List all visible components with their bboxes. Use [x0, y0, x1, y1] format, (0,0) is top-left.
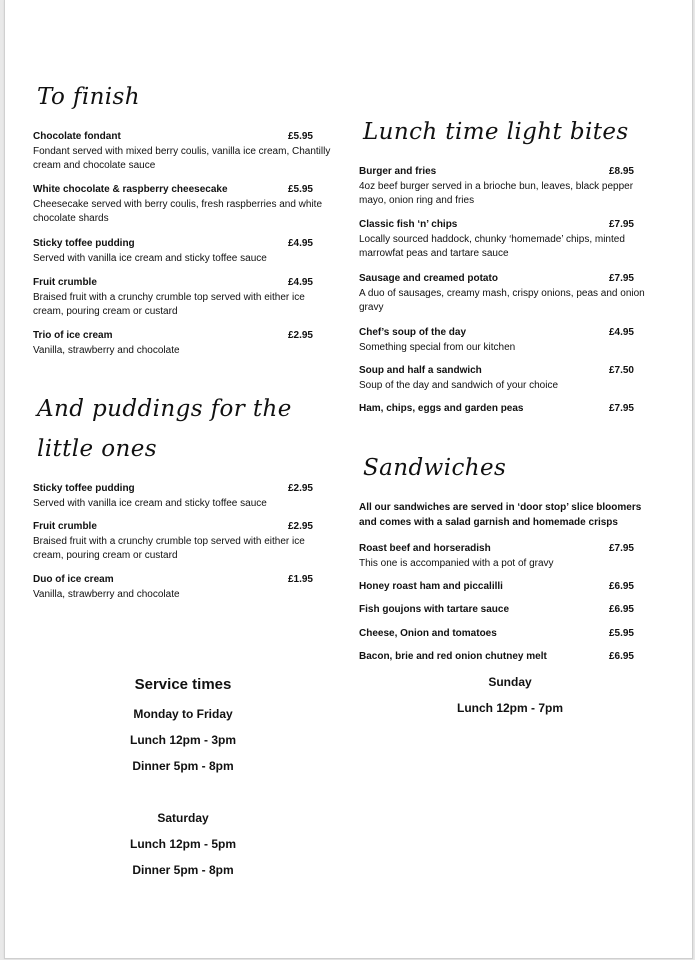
menu-item — [359, 627, 634, 642]
item-name: Ham, chips, eggs and garden peas — [359, 403, 524, 414]
item-price: £6.95 — [608, 581, 634, 592]
item-name: White chocolate & raspberry cheesecake — [33, 184, 228, 195]
item-description: Cheesecake served with berry coulis, fresh raspberries and white chocolate shards — [33, 198, 323, 224]
menu-item — [359, 218, 634, 262]
menu-item — [359, 650, 634, 665]
item-description: Locally sourced haddock, chunky ‘homemade’ chips, minted marrowfat peas and tartare sauce — [359, 233, 625, 259]
menu-item — [33, 520, 313, 564]
item-price: £2.95 — [287, 483, 313, 494]
service-times-title: Service times — [134, 676, 232, 693]
service-saturday-lunch: Lunch 12pm - 5pm — [129, 837, 236, 851]
item-price: £6.95 — [608, 604, 634, 615]
service-saturday: Saturday — [157, 811, 209, 825]
menu-item — [33, 237, 313, 266]
to-finish-heading: To finish — [37, 84, 140, 110]
item-name: Roast beef and horseradish — [359, 543, 491, 554]
item-description: Something special from our kitchen — [359, 341, 516, 353]
service-sunday-lunch: Lunch 12pm - 7pm — [456, 701, 563, 715]
little-ones-heading-line1: And puddings for the — [37, 396, 292, 422]
menu-item — [359, 364, 634, 393]
item-description: 4oz beef burger served in a brioche bun, leaves, black pepper mayo, onion ring and fries — [359, 180, 634, 206]
item-price: £4.95 — [287, 277, 313, 288]
item-description: Vanilla, strawberry and chocolate — [33, 344, 180, 356]
service-saturday-dinner: Dinner 5pm - 8pm — [132, 863, 234, 877]
item-name: Sausage and creamed potato — [359, 273, 498, 284]
menu-item — [359, 402, 634, 417]
item-price: £4.95 — [608, 327, 634, 338]
item-description: Braised fruit with a crunchy crumble top served with either ice cream, pouring cream or custard — [33, 535, 305, 561]
item-price: £7.95 — [608, 403, 634, 414]
light-bites-heading: Lunch time light bites — [363, 119, 629, 145]
item-name: Chef’s soup of the day — [359, 327, 467, 338]
item-description: Fondant served with mixed berry coulis, vanilla ice cream, Chantilly cream and chocolate sauce — [33, 145, 331, 171]
service-sunday: Sunday — [488, 675, 532, 689]
menu-item — [359, 165, 634, 209]
item-description: This one is accompanied with a pot of gravy — [359, 557, 554, 569]
menu-item — [359, 272, 645, 316]
item-name: Duo of ice cream — [33, 574, 114, 585]
item-description: Vanilla, strawberry and chocolate — [33, 588, 180, 600]
menu-item — [359, 542, 634, 571]
item-price: £5.95 — [287, 184, 313, 195]
menu-item — [359, 326, 634, 355]
sandwiches-note: All our sandwiches are served in ‘door stop’ slice bloomers and comes with a salad garnish and homemade crisps — [359, 502, 642, 528]
item-name: Fish goujons with tartare sauce — [359, 604, 510, 615]
item-price: £5.95 — [287, 131, 313, 142]
service-weekday-lunch: Lunch 12pm - 3pm — [129, 733, 236, 747]
item-price: £7.95 — [608, 543, 634, 554]
item-price: £6.95 — [608, 651, 634, 662]
item-price: £8.95 — [608, 166, 634, 177]
item-description: A duo of sausages, creamy mash, crispy onions, peas and onion gravy — [359, 287, 645, 313]
item-name: Burger and fries — [359, 166, 437, 177]
item-name: Fruit crumble — [33, 521, 97, 532]
item-price: £2.95 — [287, 521, 313, 532]
service-weekday: Monday to Friday — [133, 707, 233, 721]
item-name: Sticky toffee pudding — [33, 238, 135, 249]
item-price: £4.95 — [287, 238, 313, 249]
item-price: £5.95 — [608, 628, 634, 639]
item-price: £1.95 — [287, 574, 313, 585]
item-name: Chocolate fondant — [33, 131, 121, 142]
little-ones-heading-line2: little ones — [37, 436, 157, 462]
item-description: Braised fruit with a crunchy crumble top served with either ice cream, pouring cream or custard — [33, 291, 305, 317]
item-price: £2.95 — [287, 330, 313, 341]
menu-item — [33, 573, 313, 602]
item-name: Trio of ice cream — [33, 330, 113, 341]
sandwiches-heading: Sandwiches — [363, 455, 507, 481]
item-name: Fruit crumble — [33, 277, 97, 288]
item-description: Served with vanilla ice cream and sticky toffee sauce — [33, 252, 267, 264]
item-price: £7.95 — [608, 219, 634, 230]
item-name: Soup and half a sandwich — [359, 365, 482, 376]
item-price: £7.95 — [608, 273, 634, 284]
menu-item — [359, 580, 634, 595]
item-name: Classic fish ‘n’ chips — [359, 219, 458, 230]
item-description: Served with vanilla ice cream and sticky toffee sauce — [33, 497, 267, 509]
service-weekday-dinner: Dinner 5pm - 8pm — [132, 759, 234, 773]
menu-item — [33, 482, 313, 511]
item-name: Sticky toffee pudding — [33, 483, 135, 494]
menu-item — [33, 329, 313, 358]
item-price: £7.50 — [608, 365, 634, 376]
item-description: Soup of the day and sandwich of your choice — [359, 379, 559, 391]
menu-item — [33, 183, 323, 227]
menu-item — [359, 603, 634, 618]
menu-item — [33, 130, 331, 174]
item-name: Honey roast ham and piccalilli — [359, 581, 503, 592]
item-name: Bacon, brie and red onion chutney melt — [359, 651, 547, 662]
menu-item — [33, 276, 313, 320]
item-name: Cheese, Onion and tomatoes — [359, 628, 497, 639]
